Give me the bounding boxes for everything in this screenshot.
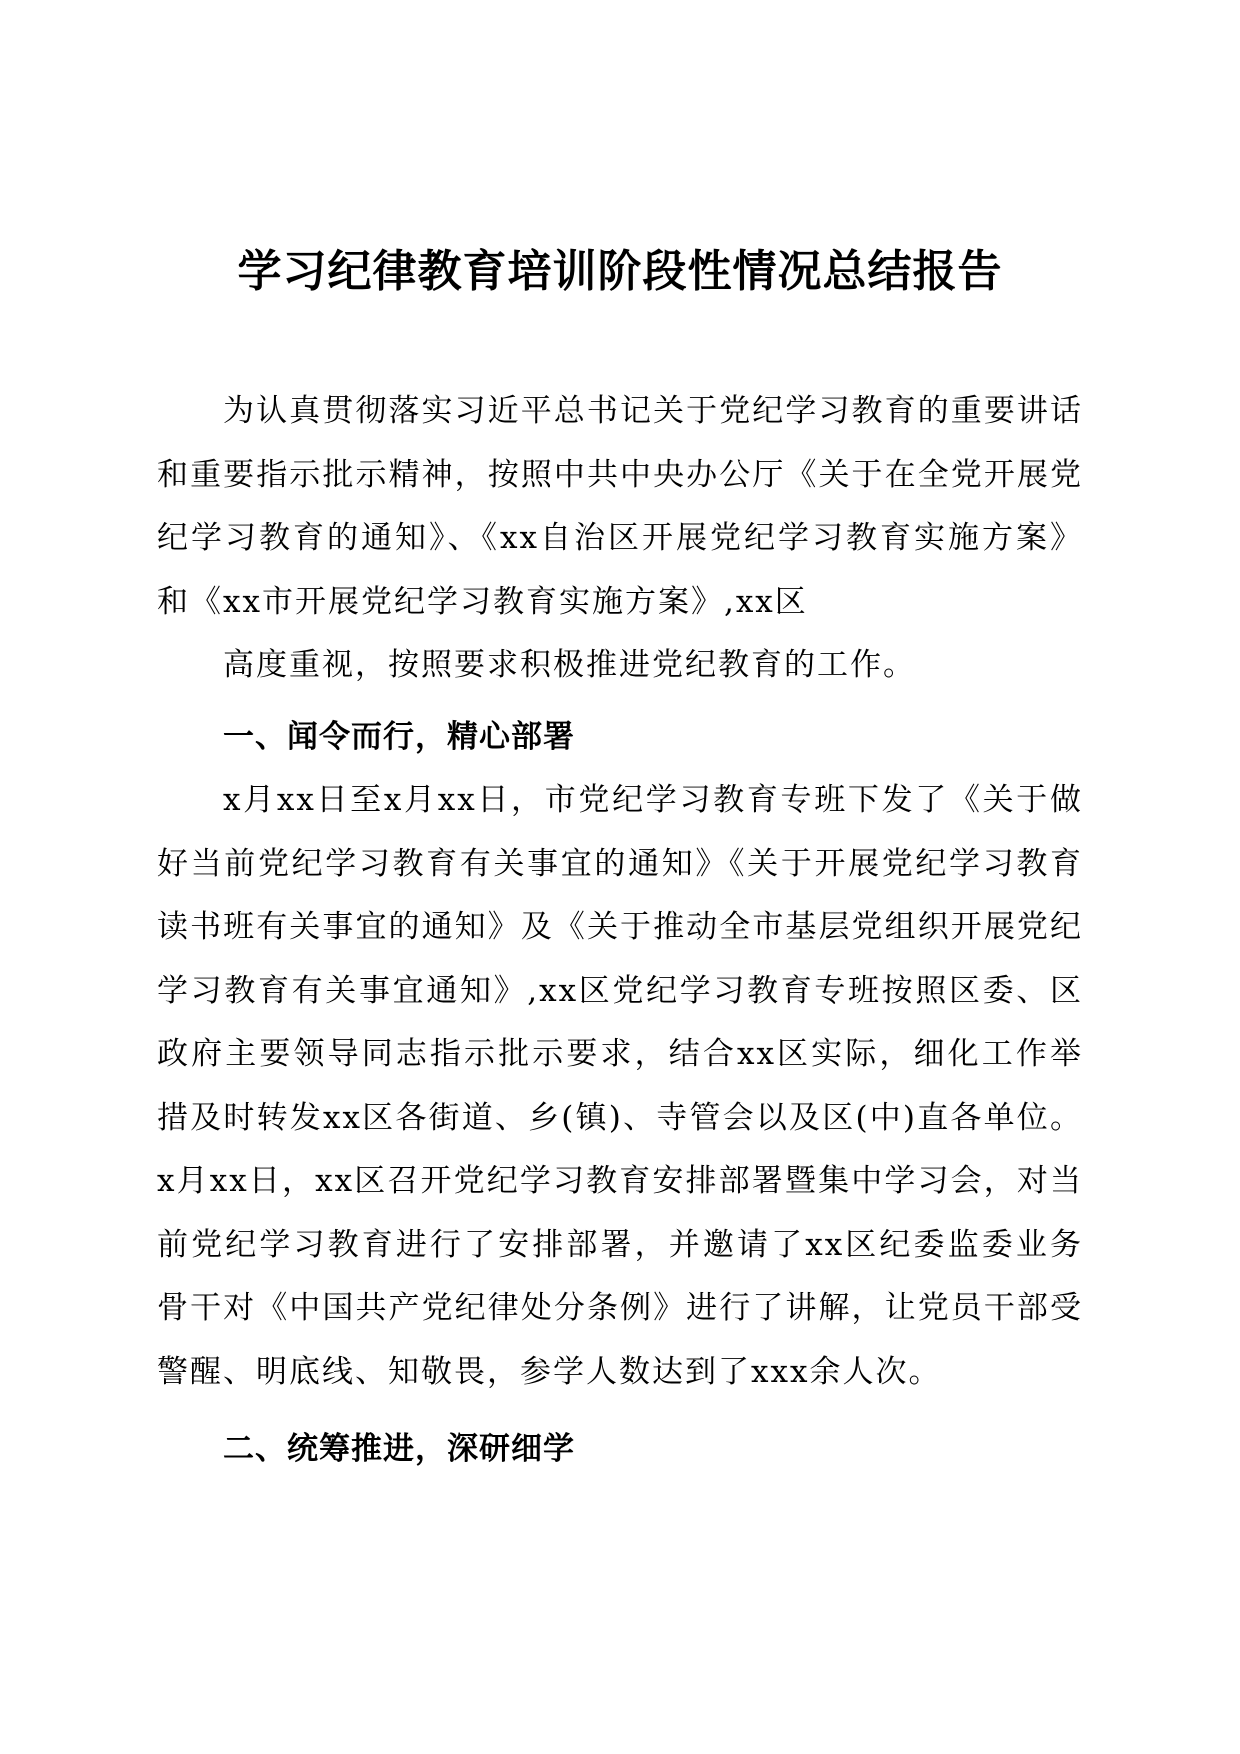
intro-continuation-paragraph: 高度重视，按照要求积极推进党纪教育的工作。 bbox=[223, 647, 916, 683]
document-body bbox=[157, 380, 1083, 1482]
section-1-paragraph: x月xx日至x月xx日，市党纪学习教育专班下发了《关于做好当前党纪学习教育有关事宜的通知》《关于开展党纪学习教育读书班有关事宜的通知》及《关于推动全市基层党组织开展党纪学习教育有关事宜通知》,xx区党纪学习教育专班按照区委、区政府主要领导同志指示批示要求，结合xx区实际，细化工作举措及时转发xx区各街道、乡(镇)、寺管会以及区(中)直各单位。x月xx日，xx区召开党纪学习教育安排部署暨集中学习会，对当前党纪学习教育进行了安排部署，并邀请了xx区纪委监委业务骨干对《中国共产党纪律处分条例》进行了讲解，让党员干部受警醒、明底线、知敬畏，参学人数达到了xxx余人次。 bbox=[157, 782, 1083, 1390]
section-heading-1: 一、闻令而行，精心部署 bbox=[223, 718, 575, 755]
intro-paragraph: 为认真贯彻落实习近平总书记关于党纪学习教育的重要讲话和重要指示批示精神，按照中共中央办公厅《关于在全党开展党纪学习教育的通知》、《xx自治区开展党纪学习教育实施方案》和《xx市开展党纪学习教育实施方案》,xx区 bbox=[157, 393, 1083, 620]
document-title: 学习纪律教育培训阶段性情况总结报告 bbox=[237, 246, 1003, 297]
section-heading-2: 二、统筹推进，深研细学 bbox=[223, 1431, 575, 1467]
